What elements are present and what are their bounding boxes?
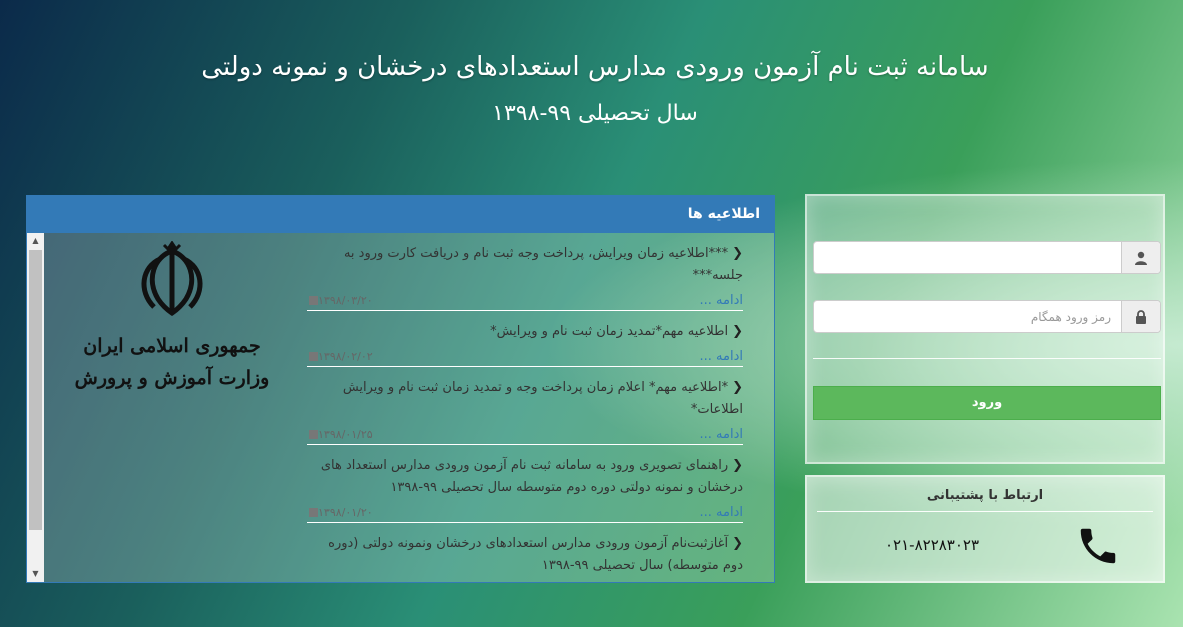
news-item-title[interactable]: اطلاعیه مهم*تمدید زمان ثبت نام و ویرایش* bbox=[490, 324, 729, 339]
chevron-left-icon: ❮ bbox=[732, 246, 743, 261]
news-read-more-link[interactable]: ادامه ... bbox=[699, 505, 743, 520]
chevron-left-icon: ❮ bbox=[732, 536, 743, 551]
scroll-thumb[interactable] bbox=[29, 250, 42, 530]
news-panel bbox=[26, 195, 775, 583]
password-field bbox=[813, 300, 1161, 333]
lock-icon bbox=[1121, 301, 1160, 332]
news-read-more-link[interactable]: ادامه ... bbox=[699, 349, 743, 364]
news-date: ۱۳۹۸/۰۲/۰۲ bbox=[307, 350, 373, 363]
page-title: سامانه ثبت نام آزمون ورودی مدارس استعدادهای درخشان و نمونه دولتی bbox=[201, 52, 989, 82]
news-item bbox=[307, 523, 743, 577]
login-button[interactable]: ورود bbox=[813, 386, 1161, 420]
news-item-title[interactable]: راهنمای تصویری ورود به سامانه ثبت نام آزمون ورودی مدارس استعداد های درخشان و نمونه دولتی دوره دوم متوسطه سال تحصیلی ۹۹-۱۳۹۸ bbox=[320, 458, 743, 495]
login-panel bbox=[805, 194, 1165, 464]
calendar-icon bbox=[309, 508, 318, 517]
news-item bbox=[307, 311, 743, 367]
calendar-icon bbox=[309, 430, 318, 439]
user-icon bbox=[1121, 242, 1160, 273]
support-title: ارتباط با پشتیبانی bbox=[926, 488, 1044, 503]
news-item-title[interactable]: *اطلاعیه مهم* اعلام زمان پرداخت وجه و تمدید زمان ثبت نام و ویرایش اطلاعات* bbox=[342, 380, 743, 417]
username-input[interactable] bbox=[814, 242, 1121, 273]
calendar-icon bbox=[309, 296, 318, 305]
scroll-down-arrow-icon[interactable]: ▼ bbox=[32, 569, 39, 578]
password-input[interactable] bbox=[814, 301, 1121, 332]
chevron-left-icon: ❮ bbox=[732, 458, 743, 473]
news-item-title[interactable]: آغازثبت‌نام آزمون ورودی مدارس استعدادهای درخشان ونمونه دولتی (دوره دوم متوسطه) سال تحصیلی ۹۹-۱۳۹۸ bbox=[328, 536, 743, 573]
news-panel-body bbox=[27, 233, 774, 582]
divider bbox=[813, 358, 1161, 359]
news-date: ۱۳۹۸/۰۱/۲۰ bbox=[307, 506, 373, 519]
news-list bbox=[307, 233, 743, 577]
news-read-more-link[interactable]: ادامه ... bbox=[699, 427, 743, 442]
divider bbox=[817, 511, 1153, 512]
ministry-emblem bbox=[67, 241, 277, 401]
support-phone-number: ۰۲۱-۸۲۲۸۳۰۲۳ bbox=[885, 536, 980, 554]
phone-icon bbox=[1075, 523, 1121, 569]
chevron-left-icon: ❮ bbox=[732, 324, 743, 339]
academic-year: سال تحصیلی ۹۹-۱۳۹۸ bbox=[492, 101, 698, 126]
news-item bbox=[307, 367, 743, 445]
emblem-line-1: جمهوری اسلامی ایران bbox=[83, 335, 261, 357]
chevron-left-icon: ❮ bbox=[732, 380, 743, 395]
scroll-up-arrow-icon[interactable]: ▲ bbox=[32, 236, 39, 245]
page-header bbox=[190, 52, 1000, 126]
username-field bbox=[813, 241, 1161, 274]
news-read-more-link[interactable]: ادامه ... bbox=[699, 293, 743, 308]
support-panel bbox=[805, 475, 1165, 583]
calendar-icon bbox=[309, 352, 318, 361]
news-item-title[interactable]: ***اطلاعیه زمان ویرایش، پرداخت وجه ثبت نام و دریافت کارت ورود به جلسه*** bbox=[343, 246, 743, 283]
news-item bbox=[307, 445, 743, 523]
news-date: ۱۳۹۸/۰۳/۲۰ bbox=[307, 294, 373, 307]
iran-emblem-icon bbox=[132, 241, 212, 321]
news-date: ۱۳۹۸/۰۱/۲۵ bbox=[307, 428, 373, 441]
emblem-line-2: وزارت آموزش و پرورش bbox=[74, 367, 270, 389]
news-scrollbar[interactable] bbox=[27, 233, 44, 582]
news-panel-heading: اطلاعیه ها bbox=[27, 196, 774, 233]
news-item bbox=[307, 233, 743, 311]
